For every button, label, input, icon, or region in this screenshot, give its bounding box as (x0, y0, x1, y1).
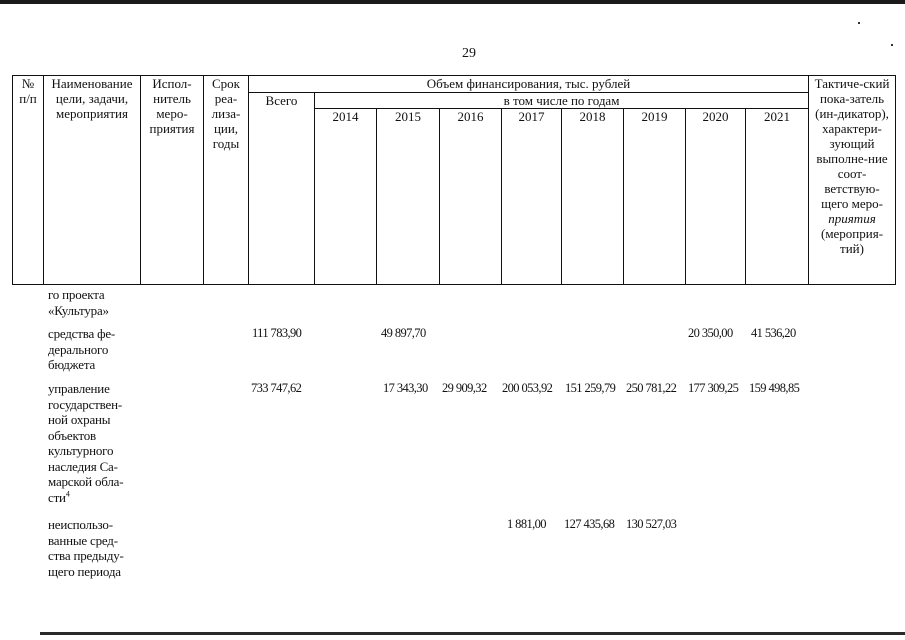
row-value-2018: 151 259,79 (565, 381, 616, 395)
header-term: Срок реа-лиза-ции, годы (204, 76, 249, 285)
header-executor: Испол-нитель меро-приятия (141, 76, 204, 285)
scan-speck (858, 22, 860, 24)
funding-table-header (12, 75, 896, 285)
header-year: 2019 (624, 109, 686, 285)
row-value-2017: 200 053,92 (502, 381, 553, 395)
row-name: неиспользо-ванные сред-ства предыду-щего периода (48, 517, 124, 579)
header-year: 2017 (502, 109, 562, 285)
scan-border-bottom (40, 632, 905, 635)
row-total: 733 747,62 (251, 381, 302, 395)
header-year: 2015 (377, 109, 440, 285)
row-value-2019: 250 781,22 (626, 381, 677, 395)
header-total: Всего (249, 93, 315, 285)
header-funding: Объем финансирования, тыс. рублей (249, 76, 809, 93)
header-year: 2021 (746, 109, 809, 285)
row-name: го проекта «Культура» (48, 287, 109, 318)
row-value-2020: 177 309,25 (688, 381, 739, 395)
footnote-marker: 4 (65, 489, 70, 499)
row-value-2019: 130 527,03 (626, 517, 677, 531)
row-value-2015: 17 343,30 (383, 381, 428, 395)
row-name: управление государствен-ной охраны объектов культурного наследия Са-марской обла-сти$^4$ (48, 381, 124, 505)
scan-speck (891, 44, 893, 46)
row-value-2018: 127 435,68 (564, 517, 615, 531)
row-value-2017: 1 881,00 (507, 517, 546, 531)
row-value-2020: 20 350,00 (688, 326, 733, 340)
row-value-2015: 49 897,70 (381, 326, 426, 340)
header-name: Наименование цели, задачи, мероприятия (44, 76, 141, 285)
row-value-2016: 29 909,32 (442, 381, 487, 395)
header-year: 2018 (562, 109, 624, 285)
header-num: № п/п (13, 76, 44, 285)
header-indicator: Тактиче-ский пока-затель (ин-дикатор), характери-зующий выполне-ние соот-ветствую-щего меро- приятия (мероприя-тий) (809, 76, 896, 285)
header-year: 2016 (440, 109, 502, 285)
row-name: средства фе-дерального бюджета (48, 326, 116, 372)
header-year: 2014 (315, 109, 377, 285)
header-by-years: в том числе по годам (315, 93, 809, 109)
row-value-2021: 159 498,85 (749, 381, 800, 395)
header-year: 2020 (686, 109, 746, 285)
page-number: 29 (462, 46, 476, 61)
row-value-2021: 41 536,20 (751, 326, 796, 340)
row-total: 111 783,90 (252, 326, 302, 340)
scan-border-top (0, 0, 905, 4)
